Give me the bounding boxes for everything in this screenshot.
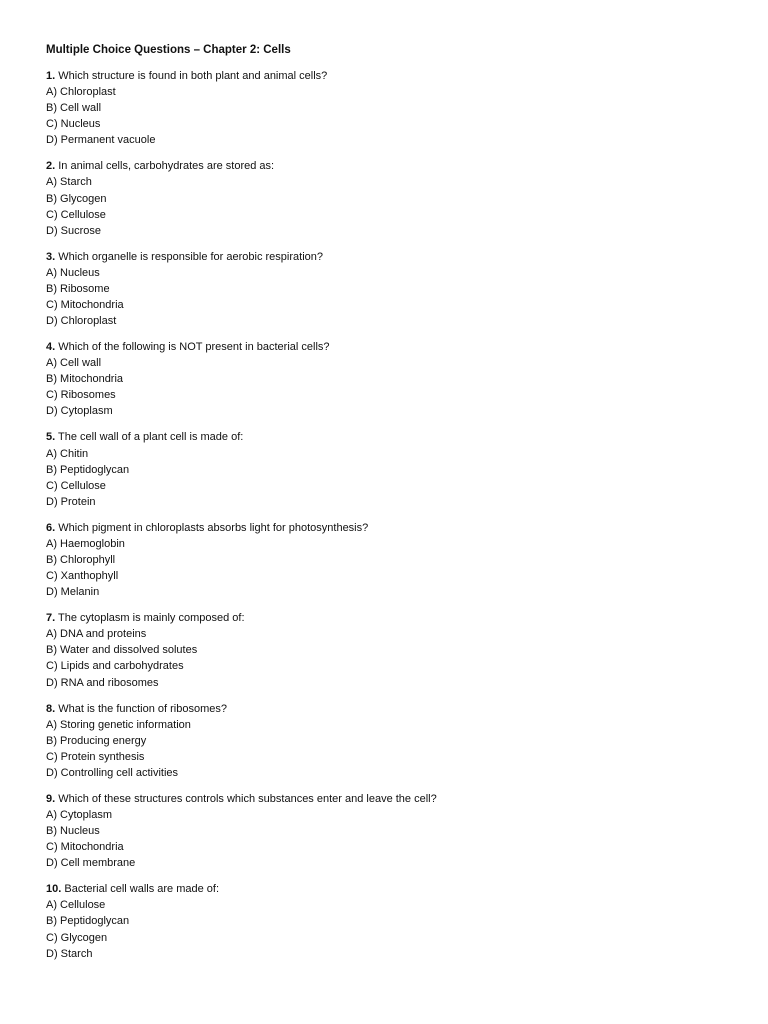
- answer-option: D) Protein: [46, 495, 96, 508]
- answer-option: B) Producing energy: [46, 734, 147, 747]
- question-stem: [46, 429, 728, 445]
- question-stem: [46, 701, 728, 717]
- answer-option: C) Protein synthesis: [46, 750, 145, 763]
- question-stem: [46, 249, 728, 265]
- question-number: 9.: [46, 792, 56, 805]
- answer-option: A) Starch: [46, 176, 92, 189]
- answer-option: D) Cell membrane: [46, 857, 136, 870]
- question-number: 4.: [46, 341, 56, 354]
- answer-option: A) Cellulose: [46, 899, 106, 912]
- answer-option: C) Ribosomes: [46, 389, 116, 402]
- answer-option: D) RNA and ribosomes: [46, 676, 159, 689]
- question-number: 10.: [46, 883, 62, 896]
- question-3: [46, 249, 728, 329]
- question-number: 7.: [46, 612, 56, 625]
- answer-option: B) Mitochondria: [46, 373, 124, 386]
- question-stem: [46, 68, 728, 84]
- question-stem: [46, 158, 728, 174]
- answer-option: B) Nucleus: [46, 825, 100, 838]
- answer-option: C) Cellulose: [46, 208, 106, 221]
- question-text: In animal cells, carbohydrates are stored as:: [58, 160, 275, 173]
- question-text: Which of the following is NOT present in bacterial cells?: [58, 341, 330, 354]
- answer-option: D) Permanent vacuole: [46, 134, 156, 147]
- question-number: 2.: [46, 160, 56, 173]
- question-1: [46, 68, 728, 148]
- answer-option: A) Chitin: [46, 447, 89, 460]
- answer-option: B) Chlorophyll: [46, 553, 116, 566]
- answer-option: D) Cytoplasm: [46, 405, 113, 418]
- question-number: 1.: [46, 70, 56, 82]
- question-stem: [46, 610, 728, 626]
- answer-option: D) Controlling cell activities: [46, 766, 179, 779]
- answer-option: B) Water and dissolved solutes: [46, 644, 198, 657]
- answer-option: C) Nucleus: [46, 118, 101, 131]
- answer-option: C) Glycogen: [46, 931, 108, 944]
- question-text: Which of these structures controls which substances enter and leave the cell?: [58, 792, 437, 805]
- question-4: [46, 339, 728, 419]
- question-5: [46, 429, 728, 509]
- question-number: 8.: [46, 702, 56, 715]
- question-number: 5.: [46, 431, 56, 444]
- question-9: [46, 791, 728, 871]
- answer-option: C) Mitochondria: [46, 299, 124, 311]
- answer-option: A) Cytoplasm: [46, 808, 113, 821]
- answer-option: B) Glycogen: [46, 192, 107, 205]
- question-6: [46, 520, 728, 600]
- answer-option: C) Lipids and carbohydrates: [46, 660, 184, 673]
- answer-option: D) Sucrose: [46, 224, 102, 237]
- question-text: The cytoplasm is mainly composed of:: [58, 612, 245, 625]
- answer-option: A) Chloroplast: [46, 86, 116, 99]
- answer-option: C) Cellulose: [46, 479, 106, 492]
- answer-option: D) Chloroplast: [46, 315, 117, 328]
- document-title: Multiple Choice Questions – Chapter 2: Cells: [46, 44, 291, 56]
- question-2: [46, 158, 728, 238]
- answer-option: B) Cell wall: [46, 102, 102, 115]
- answer-option: A) Haemoglobin: [46, 537, 125, 550]
- question-stem: [46, 881, 728, 897]
- question-text: Bacterial cell walls are made of:: [64, 883, 220, 896]
- question-stem: [46, 339, 728, 355]
- answer-option: A) Nucleus: [46, 266, 100, 279]
- question-text: The cell wall of a plant cell is made of:: [58, 431, 244, 444]
- question-8: [46, 701, 728, 781]
- answer-option: A) Cell wall: [46, 357, 102, 370]
- question-text: Which organelle is responsible for aerobic respiration?: [58, 250, 323, 263]
- question-number: 3.: [46, 250, 56, 263]
- answer-option: B) Peptidoglycan: [46, 463, 130, 476]
- answer-option: B) Ribosome: [46, 282, 110, 295]
- question-list: [46, 68, 728, 962]
- question-text: Which pigment in chloroplasts absorbs light for photosynthesis?: [58, 521, 369, 534]
- question-text: Which structure is found in both plant and animal cells?: [58, 70, 328, 82]
- answer-option: D) Starch: [46, 947, 93, 960]
- question-10: [46, 881, 728, 961]
- answer-option: C) Xanthophyll: [46, 570, 119, 583]
- question-stem: [46, 791, 728, 807]
- answer-option: D) Melanin: [46, 586, 100, 599]
- question-text: What is the function of ribosomes?: [58, 702, 227, 715]
- question-7: [46, 610, 728, 690]
- answer-option: B) Peptidoglycan: [46, 915, 130, 928]
- answer-option: A) Storing genetic information: [46, 718, 191, 731]
- answer-option: C) Mitochondria: [46, 841, 124, 854]
- question-number: 6.: [46, 521, 56, 534]
- answer-option: A) DNA and proteins: [46, 628, 147, 641]
- question-stem: [46, 520, 728, 536]
